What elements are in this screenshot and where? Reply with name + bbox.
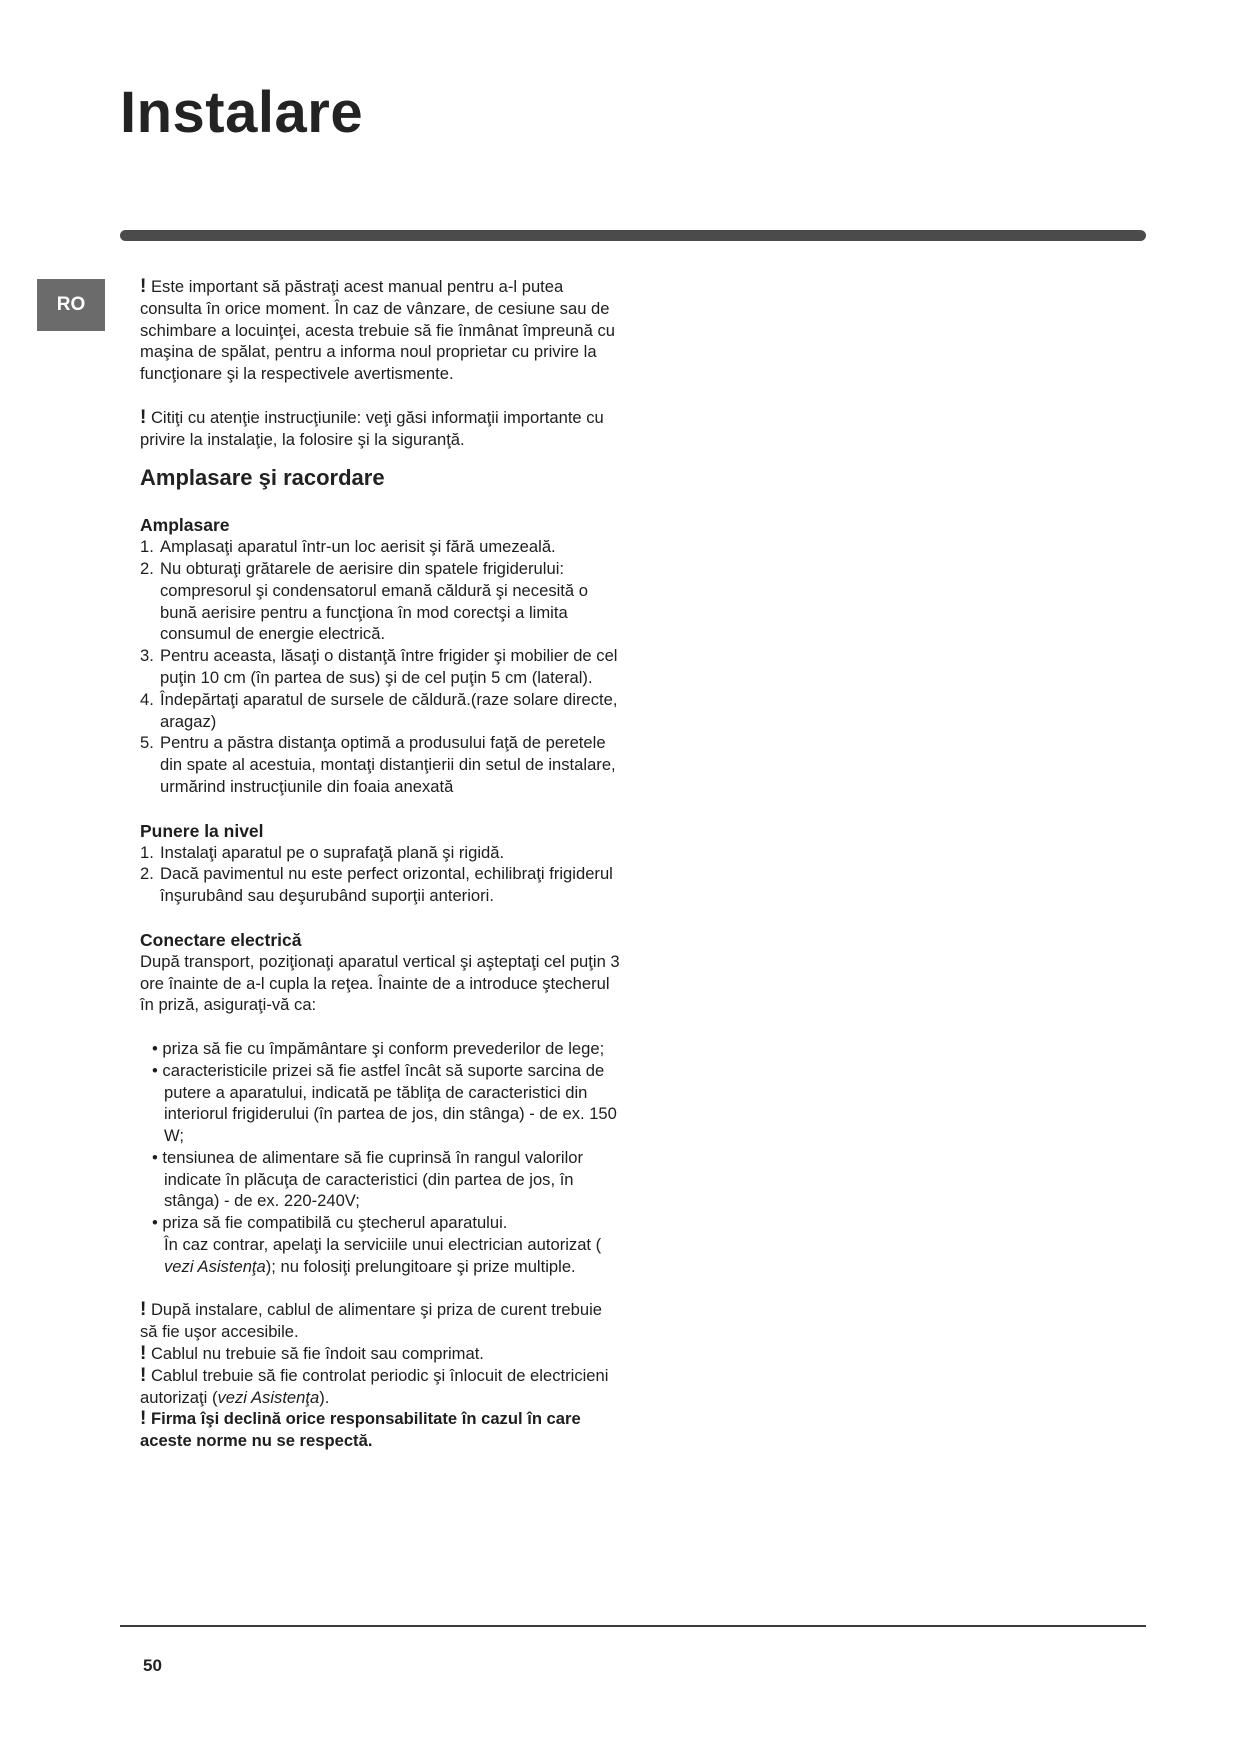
leveling-list bbox=[140, 842, 620, 907]
list-item: • priza să fie cu împământare şi conform prevederilor de lege; bbox=[152, 1038, 605, 1058]
list-item: 3. Pentru aceasta, lăsaţi o distanţă între frigider şi mobilier de cel puţin 10 cm (în partea de sus) şi de cel puţin 5 cm (lateral). bbox=[140, 646, 618, 687]
intro-text-2: Citiţi cu atenţie instrucţiunile: veţi găsi informaţii importante cu privire la instalaţie, la folosire şi la siguranţă. bbox=[140, 407, 604, 449]
warning-mark-icon: ! bbox=[140, 406, 147, 428]
list-item: 4. Îndepărtaţi aparatul de sursele de căldură.(raze solare directe, aragaz) bbox=[140, 689, 618, 731]
warning-mark-icon: ! bbox=[140, 1408, 147, 1430]
warning-mark-icon: ! bbox=[140, 1343, 147, 1365]
list-item: 5. Pentru a păstra distanţa optimă a produsului faţă de peretele din spate al acestuia, montaţi distanţierii din setul de instalare, urmărind instrucţiunile din foaia anexată bbox=[140, 733, 616, 796]
electrical-checklist bbox=[140, 1038, 620, 1278]
page-number: 50 bbox=[143, 1656, 162, 1675]
intro-paragraph-2 bbox=[140, 407, 620, 451]
leveling-heading: Punere la nivel bbox=[140, 820, 264, 841]
cross-reference: vezi Asistenţa bbox=[164, 1256, 266, 1276]
electrical-heading: Conectare electrică bbox=[140, 929, 302, 950]
warning-mark-icon: ! bbox=[140, 1364, 147, 1386]
placement-heading: Amplasare bbox=[140, 515, 230, 536]
list-item: 1. Instalaţi aparatul pe o suprafaţă plană şi rigidă. bbox=[140, 842, 505, 862]
page-title: Instalare bbox=[120, 80, 364, 145]
warning-mark-icon: ! bbox=[140, 276, 147, 297]
title-divider bbox=[120, 230, 1146, 241]
list-item: • priza să fie compatibilă cu ştecherul aparatului. În caz contrar, apelaţi la serviciile unui electrician autorizat ( vezi Asistenţa); nu folosiţi prelungitoare şi prize multiple. bbox=[152, 1213, 602, 1276]
intro-paragraph-1 bbox=[140, 276, 620, 385]
language-tab: RO bbox=[37, 279, 105, 331]
note-2: ! Cablul nu trebuie să fie îndoit sau comprimat. bbox=[140, 1343, 484, 1365]
footer-divider bbox=[120, 1625, 1146, 1627]
electrical-intro: După transport, poziţionaţi aparatul vertical şi aşteptaţi cel puţin 3 ore înainte de a-l cupla la reţea. Înainte de a introduce ştecherul în priză, asiguraţi-vă ca: bbox=[140, 951, 620, 1015]
placement-list bbox=[140, 536, 620, 798]
warning-mark-icon: ! bbox=[140, 1299, 147, 1321]
section-heading: Amplasare şi racordare bbox=[140, 465, 385, 491]
note-4: ! Firma îşi declină orice responsabilitate în cazul în care aceste norme nu se respectă. bbox=[140, 1408, 581, 1451]
content-column bbox=[140, 276, 620, 1452]
list-item: 2. Nu obturaţi grătarele de aerisire din spatele frigiderului: compresorul şi condensatorul emană căldură şi necesită o bună aerisire pentru a funcţiona în mod corectşi a limita consumul de energie electrică. bbox=[140, 558, 588, 644]
note-3: ! Cablul trebuie să fie controlat periodic şi înlocuit de electricieni autorizaţi (vezi Asistenţa). bbox=[140, 1364, 609, 1407]
list-item: 2. Dacă pavimentul nu este perfect orizontal, echilibraţi frigiderul înşurubând sau deşurubând suporţii anteriori. bbox=[140, 864, 613, 906]
list-item: • tensiunea de alimentare să fie cuprinsă în rangul valorilor indicate în plăcuţa de caracteristici (din partea de jos, în stânga) - de ex. 220-240V; bbox=[152, 1147, 584, 1211]
list-item: • caracteristicile prizei să fie astfel încât să suporte sarcina de putere a aparatului, indicată pe tăbliţa de caracteristici din interiorul frigiderului (în partea de jos, din stânga) - de ex. 150 W; bbox=[152, 1060, 617, 1146]
note-1: ! După instalare, cablul de alimentare şi priza de curent trebuie să fie uşor accesibile. bbox=[140, 1299, 602, 1342]
list-item: 1. Amplasaţi aparatul într-un loc aerisit şi fără umezeală. bbox=[140, 537, 556, 557]
intro-text-1: Este important să păstraţi acest manual pentru a-l putea consulta în orice moment. În caz de vânzare, de cesiune sau de schimbare a locuinţei, acesta trebuie să fie înmânat împreună cu maşina de spălat, pentru a informa noul proprietar cu privire la funcţionare şi la respectivele avertismente. bbox=[140, 277, 616, 384]
cross-reference: vezi Asistenţa bbox=[217, 1387, 320, 1407]
